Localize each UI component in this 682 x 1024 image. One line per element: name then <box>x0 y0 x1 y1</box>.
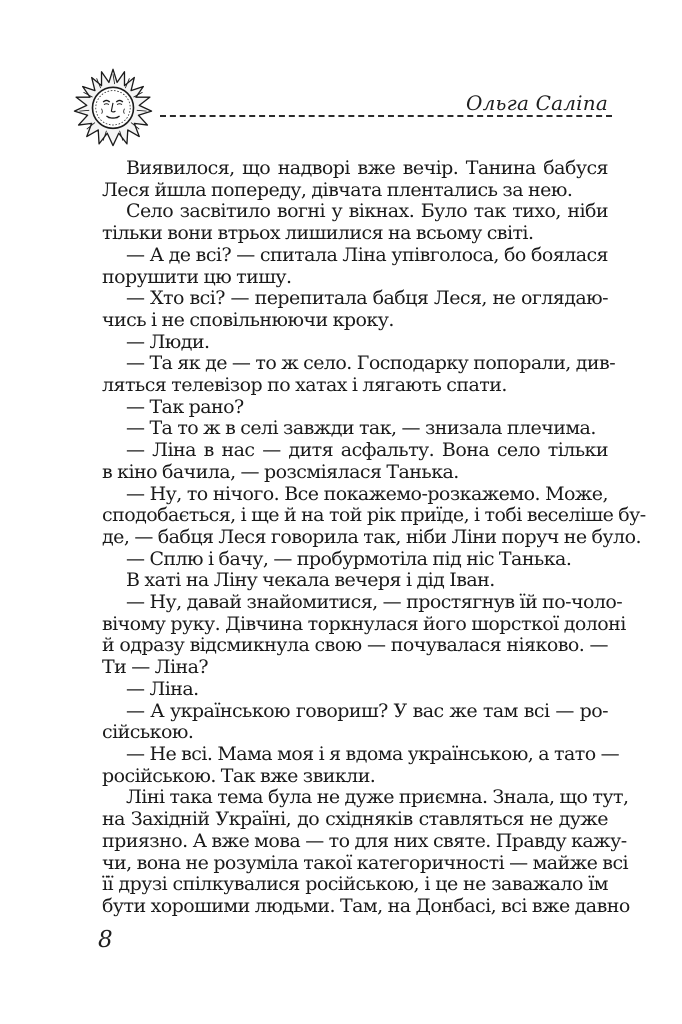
text-line: — Ну, то нічого. Все покажемо-розкажемо. Може, <box>126 482 608 505</box>
page-header <box>72 66 612 158</box>
text-line: — Сплю і бачу, — пробурмотіла під ніс Танька. <box>126 547 572 570</box>
text-line: її друзі спілкувалися російською, і це не заважало їм <box>102 873 608 896</box>
header-dashed-rule <box>160 115 612 117</box>
text-line: — Та то ж в селі завжди так, — знизала плечима. <box>126 417 596 440</box>
text-line: чи, вона не розуміла такої категоричності — майже всі <box>102 851 629 874</box>
text-line: — Хто всі? — перепитала бабця Леся, не оглядаю- <box>126 287 608 310</box>
text-line: порушити цю тишу. <box>102 265 292 288</box>
text-line: — А де всі? — спитала Ліна упівголоса, бо боялася <box>126 243 608 266</box>
text-line: — А українською говориш? У вас же там всі — ро- <box>126 699 608 722</box>
text-line: сійською. <box>102 721 194 744</box>
text-line: Ти — Ліна? <box>102 656 209 679</box>
page-number: 8 <box>98 927 113 953</box>
text-line: чись і не сповільнюючи кроку. <box>102 308 394 331</box>
text-line: — Не всі. Мама моя і я вдома українською, а тато — <box>126 742 620 765</box>
text-line: Виявилося, що надворі вже вечір. Танина бабуся <box>126 157 608 179</box>
text-line: Село засвітило вогні у вікнах. Було так тихо, ніби <box>126 200 608 223</box>
running-header-author: Ольга Саліпа <box>466 91 608 115</box>
text-line: Ліні така тема була не дуже приємна. Знала, що тут, <box>126 786 629 809</box>
text-line: — Ліна. <box>126 677 199 700</box>
text-line: В хаті на Ліну чекала вечеря і дід Іван. <box>126 569 495 592</box>
text-line: приязно. А вже мова — то для них святе. Правду кажу- <box>102 829 627 852</box>
text-line: — Ліна в нас — дитя асфальту. Вона село тільки <box>126 439 608 462</box>
text-line: вічому руку. Дівчина торкнулася його шорсткої долоні <box>102 612 626 635</box>
body-text <box>102 157 646 918</box>
text-line: в кіно бачила, — розсміялася Танька. <box>102 460 459 483</box>
text-line: сподобається, і ще й на той рік приїде, і тобі веселіше бу- <box>102 504 646 527</box>
text-line: ляться телевізор по хатах і лягають спати. <box>102 374 507 397</box>
sun-face-icon <box>72 66 154 148</box>
text-line: — Ну, давай знайомитися, — простягнув їй по-чоло- <box>126 591 623 614</box>
text-line: — Так рано? <box>126 395 244 418</box>
text-line: й одразу відсмикнула свою — почувалася ніяково. — <box>102 634 608 657</box>
text-line: де, — бабця Леся говорила так, ніби Ліни поруч не було. <box>102 525 641 548</box>
text-line: російською. Так вже звикли. <box>102 764 376 787</box>
text-line: — Та як де — то ж село. Господарку попорали, див- <box>126 352 616 375</box>
text-line: — Люди. <box>126 330 210 353</box>
text-line: на Західній Україні, до східняків ставляться не дуже <box>102 808 608 831</box>
text-line: тільки вони втрьох лишилися на всьому світі. <box>102 222 534 245</box>
text-line: бути хорошими людьми. Там, на Донбасі, всі вже давно <box>102 894 630 917</box>
text-line: Леся йшла попереду, дівчата плентались за нею. <box>102 178 573 201</box>
